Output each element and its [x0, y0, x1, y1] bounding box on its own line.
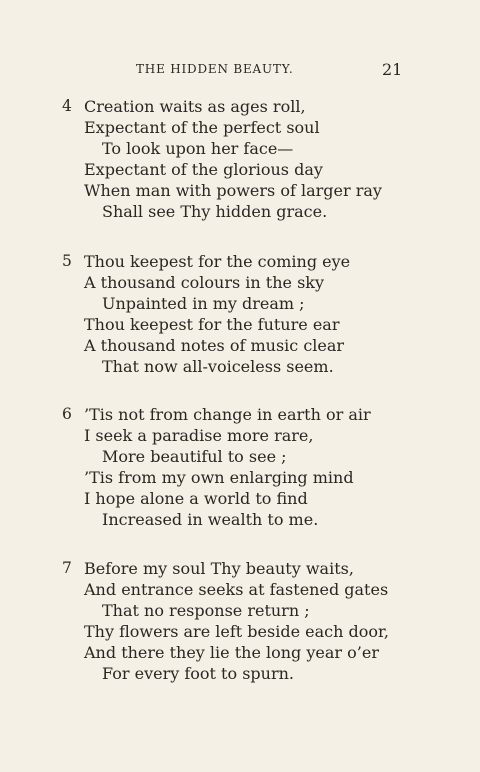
stanza-number: 4: [62, 97, 72, 115]
verse-line: That now all-voiceless seem.: [102, 357, 334, 376]
verse-line: ’Tis from my own enlarging mind: [84, 468, 354, 487]
verse-line: Increased in wealth to me.: [102, 510, 319, 529]
verse-line: Thou keepest for the coming eye: [84, 252, 351, 271]
verse-line: A thousand colours in the sky: [84, 273, 325, 292]
stanza-number: 7: [62, 559, 72, 577]
verse-line: When man with powers of larger ray: [84, 181, 382, 200]
verse-line: Expectant of the glorious day: [84, 160, 323, 179]
verse-line: Shall see Thy hidden grace.: [102, 202, 328, 221]
verse-line: More beautiful to see ;: [102, 447, 287, 466]
verse-line: I hope alone a world to find: [84, 489, 308, 508]
verse-line: And entrance seeks at fastened gates: [84, 580, 389, 599]
running-head: [0, 60, 480, 80]
stanza-number: 5: [62, 252, 72, 270]
verse-line: Thy flowers are left beside each door,: [84, 622, 389, 641]
stanza-number: 6: [62, 405, 72, 423]
verse-line: Before my soul Thy beauty waits,: [84, 559, 354, 578]
verse-line: Thou keepest for the future ear: [84, 315, 340, 334]
verse-line: I seek a paradise more rare,: [84, 426, 314, 445]
verse-line: To look upon her face—: [102, 139, 294, 158]
verse-line: And there they lie the long year o’er: [84, 643, 379, 662]
verse-line: For every foot to spurn.: [102, 664, 294, 683]
verse-line: A thousand notes of music clear: [84, 336, 345, 355]
verse-line: Expectant of the perfect soul: [84, 118, 320, 137]
page-number: 21: [382, 60, 403, 79]
verse-line: That no response return ;: [102, 601, 310, 620]
verse-line: ’Tis not from change in earth or air: [84, 405, 371, 424]
running-title: THE HIDDEN BEAUTY.: [136, 62, 294, 76]
verse-line: Creation waits as ages roll,: [84, 97, 306, 116]
verse-line: Unpainted in my dream ;: [102, 294, 305, 313]
